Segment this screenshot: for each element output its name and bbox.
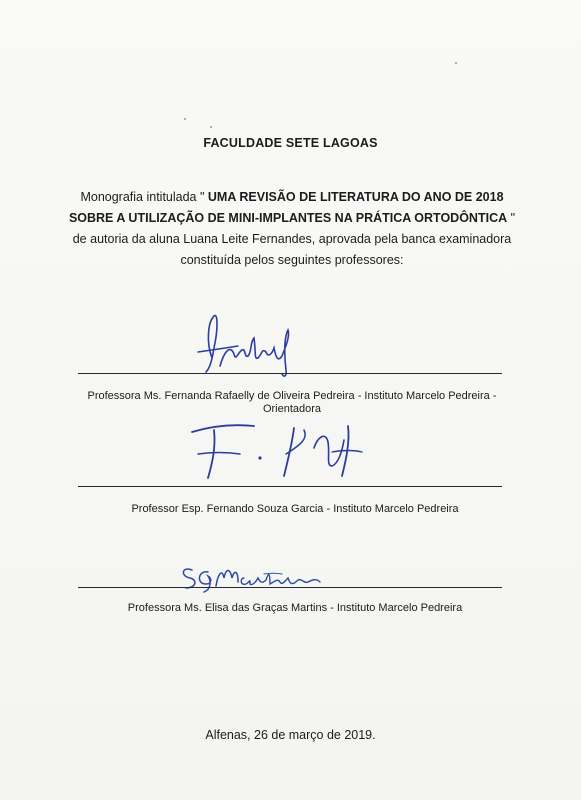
scan-speck: [210, 126, 212, 128]
signature-line-1: [78, 373, 502, 374]
approval-statement: [62, 187, 522, 271]
monograph-title: UMA REVISÃO DE LITERATURA DO ANO DE 2018 SOBRE A UTILIZAÇÃO DE MINI-IMPLANTES NA PRÁTICA ORTODÔNTICA: [68, 190, 508, 225]
signature-line-2: [78, 486, 502, 487]
statement-prefix: Monografia intitulada ": [80, 190, 205, 204]
signature-garcia: [182, 418, 372, 486]
institution-heading: FACULDADE SETE LAGOAS: [203, 136, 378, 150]
examiner-3-caption: Professora Ms. Elisa das Graças Martins - Instituto Marcelo Pedreira: [127, 602, 463, 614]
examiner-1-caption: Professora Ms. Fernanda Rafaelly de Oliveira Pedreira - Instituto Marcelo Pedreira - Orientadora: [87, 390, 497, 415]
place-and-date: Alfenas, 26 de março de 2019.: [205, 728, 376, 742]
statement-suffix: " de autoria da aluna Luana Leite Fernandes, aprovada pela banca examinadora constituída pelos seguintes professores:: [72, 211, 516, 267]
signature-martins: [178, 560, 328, 594]
scan-speck: [455, 62, 457, 64]
examiner-2-caption: Professor Esp. Fernando Souza Garcia - Instituto Marcelo Pedreira: [131, 503, 459, 515]
signature-pedreira: [192, 308, 302, 380]
signature-line-3: [78, 587, 502, 588]
scan-speck: [184, 118, 186, 120]
